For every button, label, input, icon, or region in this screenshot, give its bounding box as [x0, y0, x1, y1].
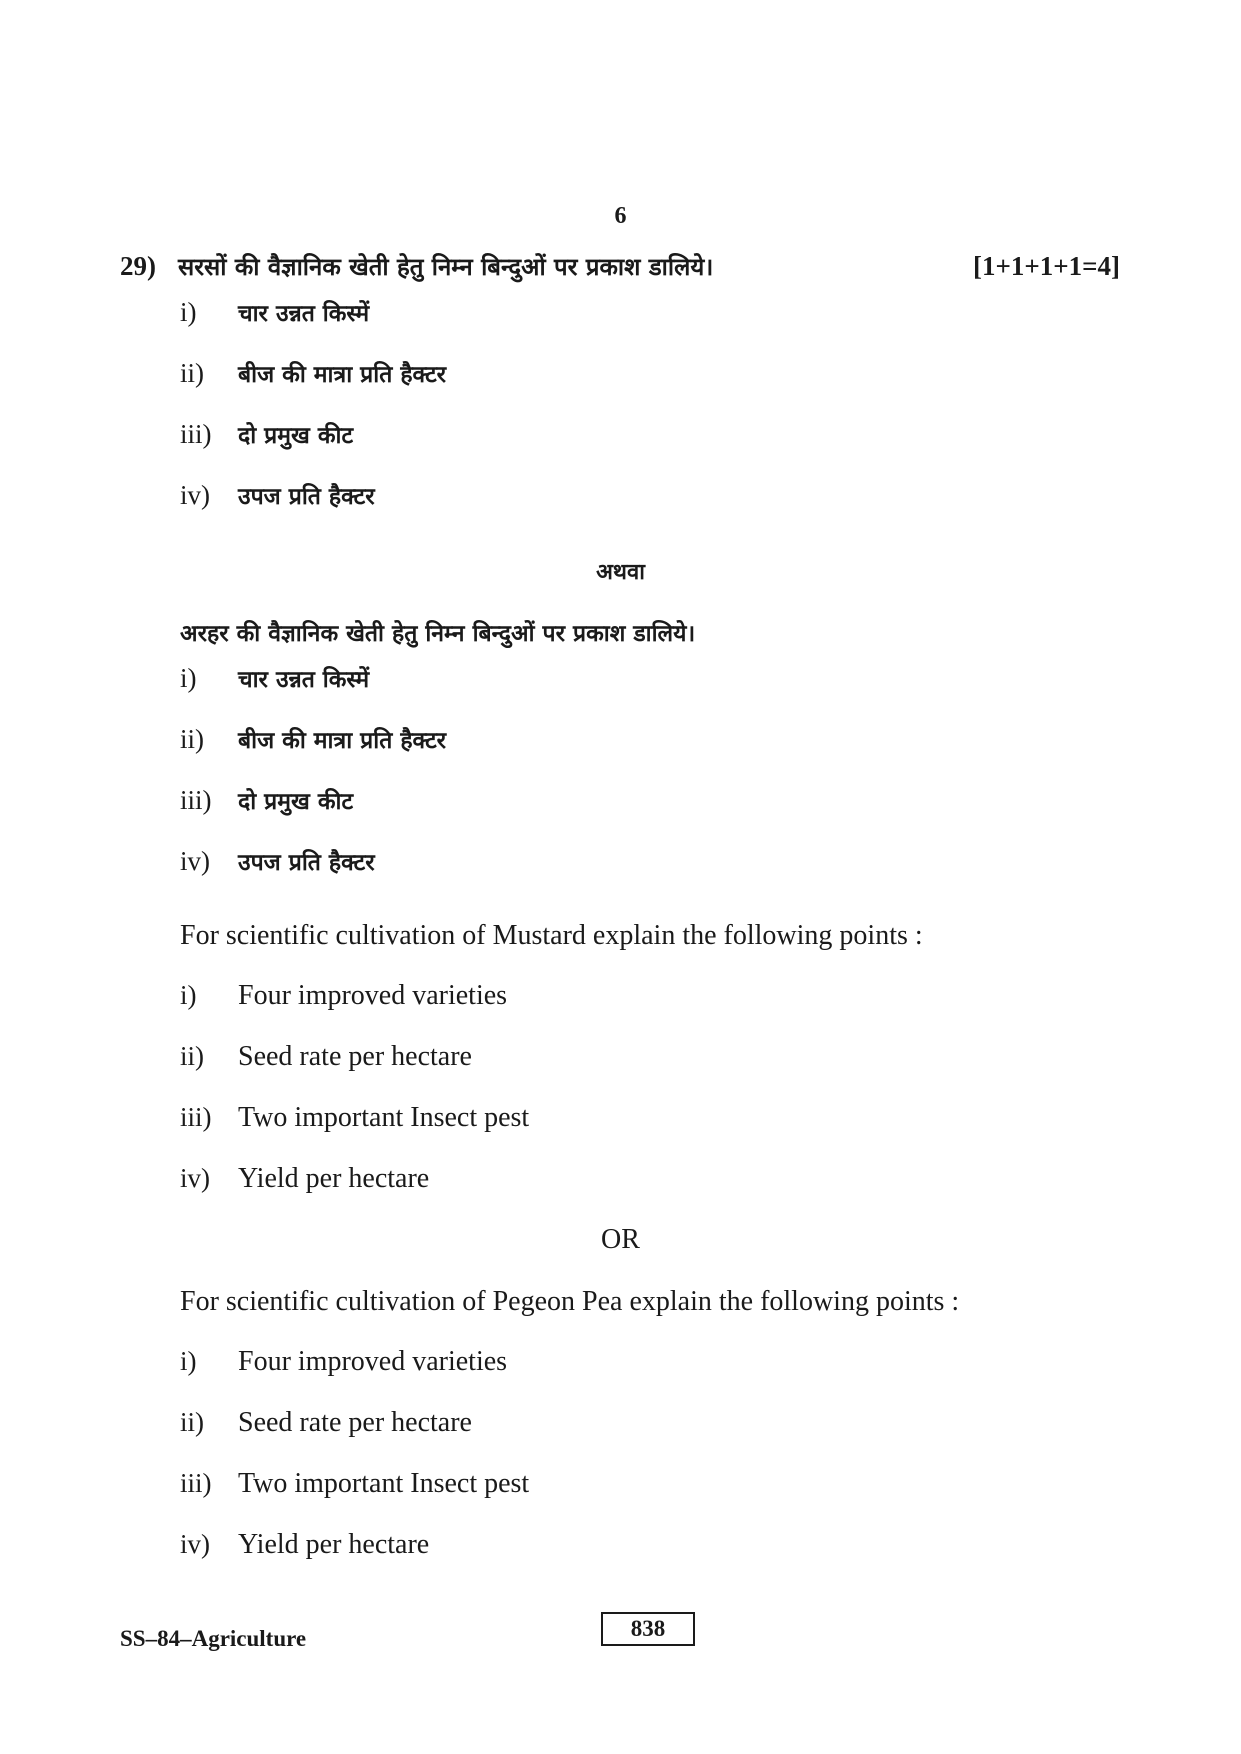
- item-numeral: iv): [180, 846, 210, 876]
- item-numeral: iv): [180, 480, 210, 510]
- english-list-2: [180, 1346, 1080, 1590]
- item-numeral: iv): [180, 1163, 210, 1193]
- hindi-prompt: सरसों की वैज्ञानिक खेती हेतु निम्न बिन्दुओं पर प्रकाश डालिये।: [178, 253, 714, 281]
- item-numeral: iii): [180, 419, 212, 449]
- list-item: [180, 1346, 1080, 1407]
- item-numeral: i): [180, 980, 197, 1010]
- item-text: बीज की मात्रा प्रति हैक्टर: [238, 362, 447, 388]
- list-item: [180, 1041, 1080, 1102]
- item-numeral: i): [180, 1346, 197, 1376]
- list-item: [180, 357, 1080, 418]
- list-item: [180, 479, 1080, 540]
- item-numeral: ii): [180, 1041, 204, 1071]
- item-text: Two important Insect pest: [238, 1102, 530, 1133]
- item-text: Seed rate per hectare: [238, 1407, 472, 1438]
- item-text: Yield per hectare: [238, 1529, 430, 1560]
- list-item: [180, 1529, 1080, 1590]
- hindi-or: अथवा: [596, 560, 645, 585]
- list-item: [180, 662, 1080, 723]
- item-text: Yield per hectare: [238, 1163, 430, 1194]
- item-text: चार उन्नत किस्में: [238, 667, 370, 693]
- item-text: दो प्रमुख कीट: [238, 789, 354, 815]
- item-numeral: ii): [180, 358, 204, 388]
- hindi-list-2: [180, 662, 1080, 906]
- item-numeral: iv): [180, 1529, 210, 1559]
- english-prompt-1: For scientific cultivation of Mustard explain the following points :: [180, 920, 923, 951]
- paper-code: SS–84–Agriculture: [120, 1626, 307, 1651]
- item-numeral: iii): [180, 785, 212, 815]
- list-item: [180, 845, 1080, 906]
- item-text: उपज प्रति हैक्टर: [238, 850, 375, 876]
- list-item: [180, 980, 1080, 1041]
- english-prompt-2: For scientific cultivation of Pegeon Pea explain the following points :: [180, 1286, 960, 1317]
- item-text: चार उन्नत किस्में: [238, 301, 370, 327]
- item-numeral: i): [180, 297, 197, 327]
- list-item: [180, 1163, 1080, 1224]
- item-text: दो प्रमुख कीट: [238, 423, 354, 449]
- item-text: Seed rate per hectare: [238, 1041, 472, 1072]
- item-numeral: iii): [180, 1468, 212, 1498]
- english-list-1: [180, 980, 1080, 1224]
- item-text: Two important Insect pest: [238, 1468, 530, 1499]
- marks-allocation: [1+1+1+1=4]: [972, 251, 1120, 281]
- item-text: उपज प्रति हैक्टर: [238, 484, 375, 510]
- list-item: [180, 723, 1080, 784]
- item-numeral: ii): [180, 1407, 204, 1437]
- item-text: Four improved varieties: [238, 1346, 508, 1377]
- hindi-prompt-2: अरहर की वैज्ञानिक खेती हेतु निम्न बिन्दुओं पर प्रकाश डालिये।: [180, 621, 696, 647]
- question-number: 29): [120, 251, 156, 281]
- question-header: [120, 250, 1120, 283]
- item-text: Four improved varieties: [238, 980, 508, 1011]
- page-box-number: 838: [601, 1612, 695, 1646]
- list-item: [180, 296, 1080, 357]
- list-item: [180, 1407, 1080, 1468]
- item-numeral: ii): [180, 724, 204, 754]
- page-number: 6: [614, 203, 627, 229]
- item-numeral: i): [180, 663, 197, 693]
- english-or: OR: [601, 1224, 640, 1255]
- hindi-list-1: [180, 296, 1080, 540]
- list-item: [180, 1102, 1080, 1163]
- item-numeral: iii): [180, 1102, 212, 1132]
- list-item: [180, 1468, 1080, 1529]
- list-item: [180, 784, 1080, 845]
- item-text: बीज की मात्रा प्रति हैक्टर: [238, 728, 447, 754]
- list-item: [180, 418, 1080, 479]
